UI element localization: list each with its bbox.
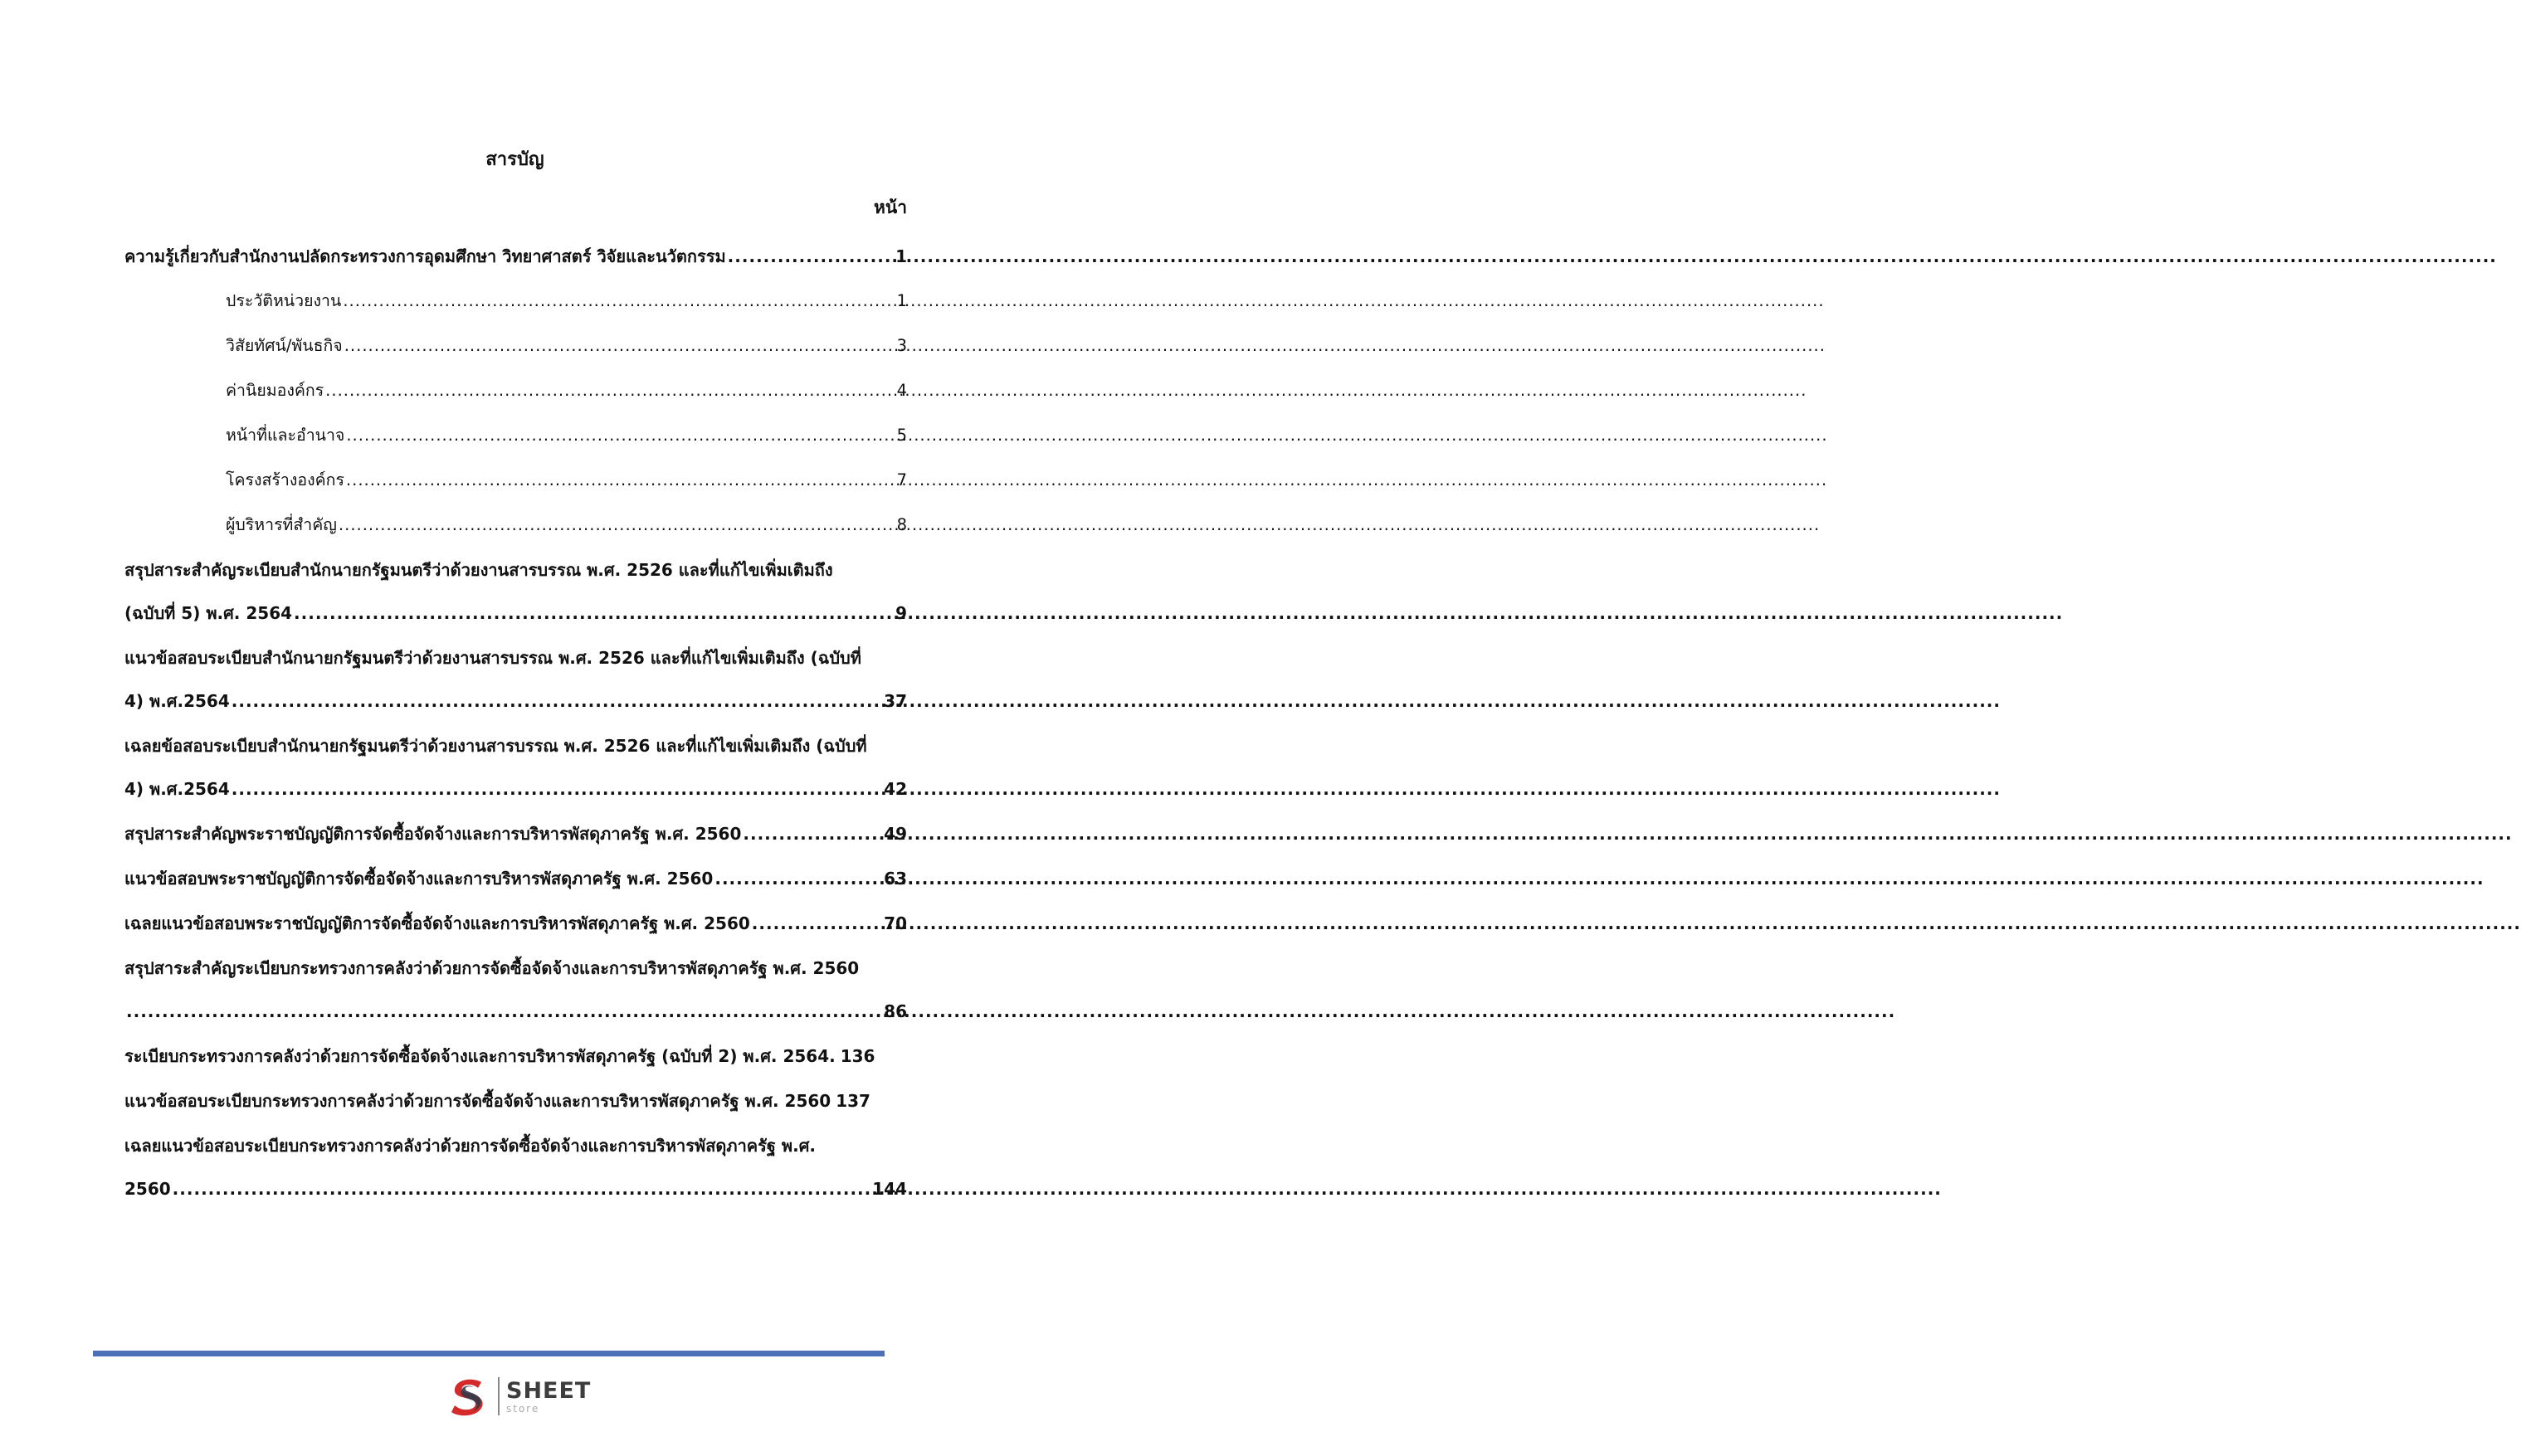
toc-entry-text: เฉลยแนวข้อสอบพระราชบัญญัติการจัดซื้อจัดจ้างและการบริหารพัสดุภาครัฐ พ.ศ. 2560 <box>124 913 750 933</box>
sheet-store-logo <box>448 1376 591 1417</box>
leader-dots <box>346 414 895 457</box>
toc-entry-page: 137 <box>836 1091 870 1111</box>
toc-entry[interactable] <box>124 1079 907 1122</box>
toc-entry-first-line[interactable]: สรุปสาระสำคัญระเบียบสำนักนายกรัฐมนตรีว่าด้วยงานสารบรรณ พ.ศ. 2526 และที่แก้ไขเพิ่มเติมถึง <box>124 560 833 580</box>
toc-entry-page: 3 <box>896 336 907 355</box>
toc-entry[interactable] <box>124 235 907 278</box>
leader-dots <box>173 1167 871 1210</box>
toc-entry[interactable] <box>124 592 907 635</box>
leader-dots <box>752 902 882 945</box>
toc-entry[interactable] <box>124 990 907 1033</box>
toc-entry-page: 8 <box>896 515 907 534</box>
toc-entry-page: 5 <box>896 426 907 445</box>
table-of-contents <box>124 235 907 1210</box>
toc-title: สารบัญ <box>485 149 544 170</box>
toc-subentry[interactable] <box>124 459 907 502</box>
leader-dots <box>728 235 894 278</box>
toc-entry-page: 136 <box>840 1046 875 1066</box>
toc-entry-text: แนวข้อสอบพระราชบัญญัติการจัดซื้อจัดจ้างและการบริหารพัสดุภาครัฐ พ.ศ. 2560 <box>124 869 714 889</box>
leader-dots <box>714 857 882 900</box>
s-logo-icon <box>448 1376 493 1417</box>
toc-entry[interactable] <box>124 902 907 945</box>
toc-entry-page: 42 <box>884 779 907 799</box>
leader-dots <box>232 767 882 811</box>
toc-entry-page: 63 <box>884 869 907 889</box>
toc-subentry[interactable] <box>124 414 907 457</box>
toc-entry[interactable] <box>124 812 907 855</box>
toc-entry-page: 4 <box>896 381 907 400</box>
leader-dots <box>232 679 882 723</box>
logo-divider <box>498 1377 500 1415</box>
toc-entry-first-line[interactable]: แนวข้อสอบระเบียบสำนักนายกรัฐมนตรีว่าด้วยงานสารบรรณ พ.ศ. 2526 และที่แก้ไขเพิ่มเติมถึง (ฉบับที่ <box>124 648 861 668</box>
toc-entry-text: 4) พ.ศ.2564 <box>124 779 230 799</box>
toc-entry[interactable] <box>124 1035 907 1078</box>
leader-dots <box>325 369 895 412</box>
toc-entry-text: โครงสร้างองค์กร <box>226 470 344 489</box>
toc-subentry[interactable] <box>124 369 907 412</box>
toc-subentry[interactable] <box>124 324 907 368</box>
toc-entry-first-line[interactable]: เฉลยแนวข้อสอบระเบียบกระทรวงการคลังว่าด้วยการจัดซื้อจัดจ้างและการบริหารพัสดุภาครัฐ พ.ศ. <box>124 1136 816 1156</box>
toc-entry[interactable] <box>124 679 907 723</box>
toc-entry-page: 144 <box>872 1179 907 1199</box>
toc-entry-page: 1 <box>896 291 907 310</box>
toc-entry-text: ค่านิยมองค์กร <box>226 381 324 400</box>
toc-entry-first-line[interactable]: เฉลยข้อสอบระเบียบสำนักนายกรัฐมนตรีว่าด้วยงานสารบรรณ พ.ศ. 2526 และที่แก้ไขเพิ่มเติมถึง (ฉบับที่ <box>124 736 867 756</box>
leader-dots <box>294 592 894 635</box>
toc-entry-page: 9 <box>895 603 907 623</box>
toc-entry[interactable] <box>124 857 907 900</box>
toc-entry-text: (ฉบับที่ 5) พ.ศ. 2564 <box>124 603 293 623</box>
toc-entry-text: ประวัติหน่วยงาน <box>226 291 342 310</box>
toc-entry-text: สรุปสาระสำคัญพระราชบัญญัติการจัดซื้อจัดจ้างและการบริหารพัสดุภาครัฐ พ.ศ. 2560 <box>124 824 742 844</box>
toc-entry-text: ระเบียบกระทรวงการคลังว่าด้วยการจัดซื้อจัดจ้างและการบริหารพัสดุภาครัฐ (ฉบับที่ 2) พ.ศ. 2564. <box>124 1046 836 1066</box>
toc-entry-text: 4) พ.ศ.2564 <box>124 691 230 711</box>
leader-dots <box>339 504 895 547</box>
toc-entry-page: 7 <box>896 470 907 489</box>
toc-entry-first-line[interactable]: สรุปสาระสำคัญระเบียบกระทรวงการคลังว่าด้วยการจัดซื้อจัดจ้างและการบริหารพัสดุภาครัฐ พ.ศ. 2560 <box>124 958 860 978</box>
leader-dots <box>346 459 895 502</box>
logo-subtitle: store <box>506 1402 540 1415</box>
logo-name: SHEET <box>506 1377 592 1404</box>
toc-entry-page: 70 <box>884 913 907 933</box>
toc-subentry[interactable] <box>124 280 907 323</box>
toc-entry[interactable] <box>124 767 907 811</box>
leader-dots <box>343 280 895 323</box>
page-column-header: หน้า <box>874 197 907 217</box>
toc-entry-page: 49 <box>884 824 907 844</box>
toc-entry-page: 86 <box>884 1001 907 1021</box>
toc-entry-page: 1 <box>895 246 907 266</box>
toc-subentry[interactable] <box>124 504 907 547</box>
toc-entry-text: แนวข้อสอบระเบียบกระทรวงการคลังว่าด้วยการจัดซื้อจัดจ้างและการบริหารพัสดุภาครัฐ พ.ศ. 2560 <box>124 1091 831 1111</box>
toc-entry-text: 2560 <box>124 1179 171 1199</box>
toc-entry[interactable] <box>124 1167 907 1210</box>
logo-text <box>506 1377 592 1415</box>
leader-dots <box>743 812 882 855</box>
toc-entry-text: วิสัยทัศน์/พันธกิจ <box>226 336 343 355</box>
toc-entry-page: 37 <box>884 691 907 711</box>
toc-entry-text: ผู้บริหารที่สำคัญ <box>226 515 337 534</box>
leader-dots <box>344 324 895 368</box>
toc-entry-text: หน้าที่และอำนาจ <box>226 426 345 445</box>
footer-rule <box>93 1351 885 1356</box>
toc-entry-text: ความรู้เกี่ยวกับสำนักงานปลัดกระทรวงการอุดมศึกษา วิทยาศาสตร์ วิจัยและนวัตกรรม <box>124 246 726 266</box>
leader-dots <box>126 990 882 1033</box>
